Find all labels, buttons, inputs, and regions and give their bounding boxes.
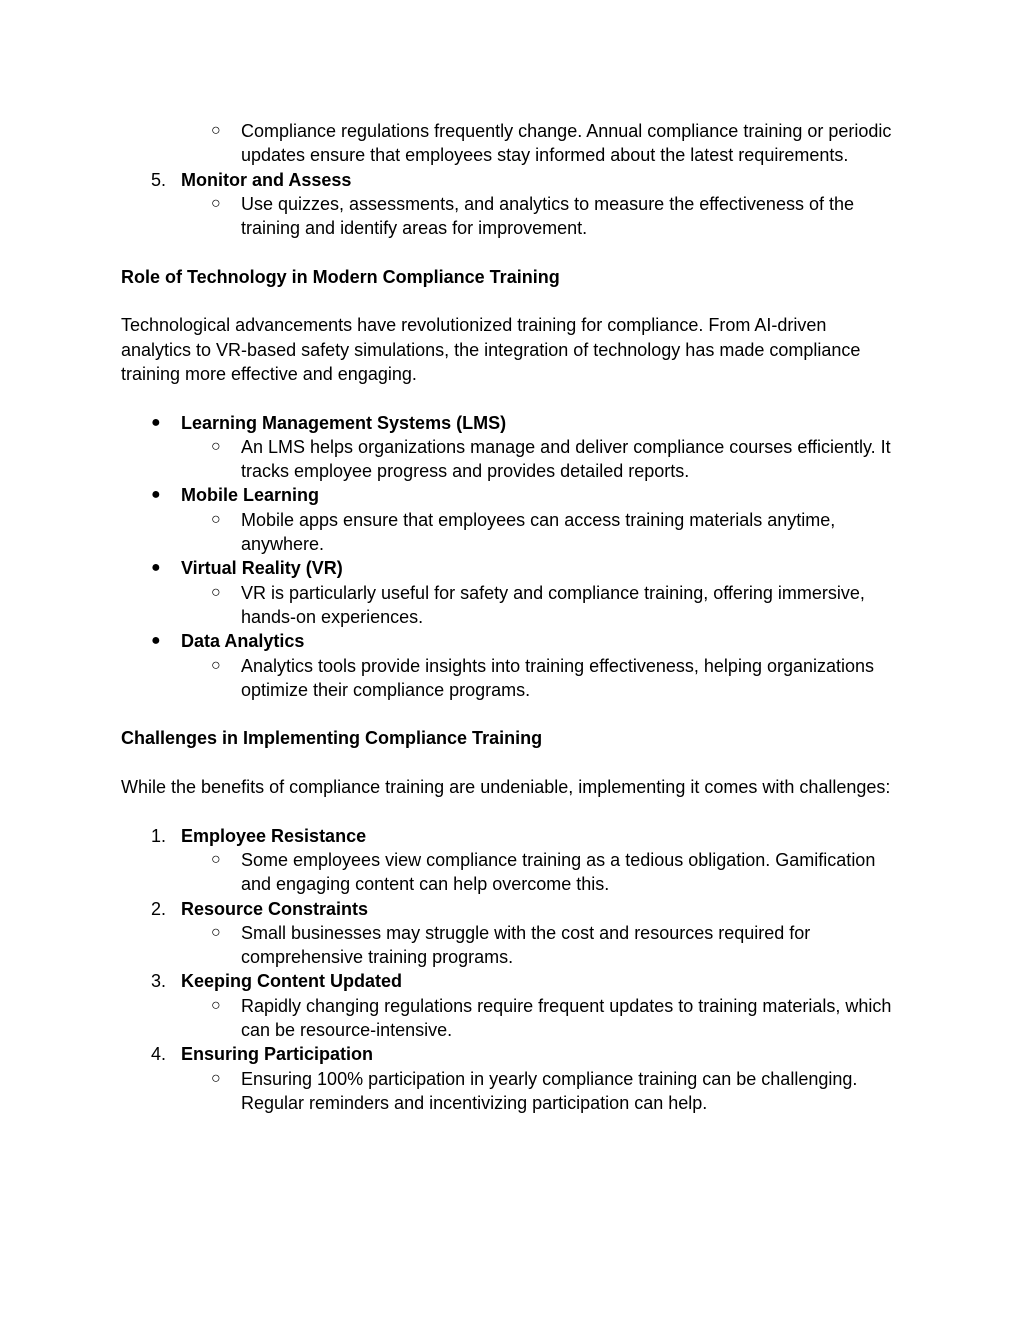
sub-item-text: Compliance regulations frequently change. Annual compliance training or periodic updates ensure that employees stay informed about the latest requirements. [241,121,892,166]
list-item-title: Employee Resistance [181,825,367,846]
sub-list-item [0,848,1024,897]
section-paragraph: While the benefits of compliance training are undeniable, implementing it comes with challenges: [121,777,891,798]
sub-list-item [0,654,1024,703]
bullet-list-item [0,556,1024,580]
circle-bullet-icon: ○ [211,850,221,868]
numbered-list-item [0,969,1024,993]
sub-item-text: Small businesses may struggle with the cost and resources required for comprehensive training programs. [241,922,811,968]
section-heading: Role of Technology in Modern Compliance Training [121,266,560,287]
list-number: 1. [151,825,167,846]
sub-list-item [0,508,1024,557]
list-number: 2. [151,898,167,919]
sub-item-text: Use quizzes, assessments, and analytics to measure the effectiveness of the training and identify areas for improvement. [241,193,854,239]
sub-list-item [0,994,1024,1043]
circle-bullet-icon: ○ [211,1069,221,1087]
sub-item-text: Some employees view compliance training as a tedious obligation. Gamification and engaging content can help overcome this. [241,849,876,895]
sub-list-item [0,581,1024,630]
numbered-list-item [0,1042,1024,1066]
sub-list-item [0,192,1024,241]
bullet-list-item [0,483,1024,507]
circle-bullet-icon: ○ [211,194,221,212]
document-page [0,119,1024,1115]
disc-bullet-icon: ● [151,486,161,504]
sub-item-text: Rapidly changing regulations require frequent updates to training materials, which can be resource-intensive. [241,995,892,1040]
numbered-list-item [0,168,1024,192]
sub-list-item [0,435,1024,484]
circle-bullet-icon: ○ [211,122,221,139]
sub-item-text: Analytics tools provide insights into training effectiveness, helping organizations optimize their compliance programs. [241,655,875,700]
circle-bullet-icon: ○ [211,583,221,601]
section-heading: Challenges in Implementing Compliance Training [121,728,543,749]
sub-list-item [0,119,1024,168]
list-item-title: Monitor and Assess [181,169,352,190]
sub-item-text: VR is particularly useful for safety and compliance training, offering immersive, hands-on experiences. [241,582,865,627]
sub-list-item [0,921,1024,970]
list-item-title: Mobile Learning [181,485,320,506]
bullet-list-item [0,629,1024,653]
list-item-title: Data Analytics [181,631,305,652]
disc-bullet-icon: ● [151,632,161,650]
list-item-title: Virtual Reality (VR) [181,558,343,579]
list-item-title: Ensuring Participation [181,1044,374,1065]
sub-item-text: Ensuring 100% participation in yearly compliance training can be challenging. Regular reminders and incentivizing participation can help. [241,1068,858,1113]
list-number: 3. [151,971,167,992]
circle-bullet-icon: ○ [211,510,221,528]
disc-bullet-icon: ● [151,559,161,577]
list-item-title: Keeping Content Updated [181,971,402,992]
circle-bullet-icon: ○ [211,996,221,1014]
numbered-list-item [0,824,1024,848]
bullet-list-item [0,411,1024,435]
circle-bullet-icon: ○ [211,923,221,941]
section-paragraph: Technological advancements have revolutionized training for compliance. From AI-driven analytics to VR-based safety simulations, the integration of technology has made compliance training more effective and engaging. [121,315,861,384]
sub-item-text: An LMS helps organizations manage and deliver compliance courses efficiently. It tracks employee progress and provides detailed reports. [241,436,891,482]
list-number: 5. [151,169,167,190]
circle-bullet-icon: ○ [211,656,221,674]
numbered-list-item [0,897,1024,921]
disc-bullet-icon: ● [151,413,161,431]
sub-item-text: Mobile apps ensure that employees can access training materials anytime, anywhere. [241,509,836,555]
list-item-title: Learning Management Systems (LMS) [181,412,507,433]
list-number: 4. [151,1044,167,1065]
circle-bullet-icon: ○ [211,437,221,455]
sub-list-item [0,1067,1024,1116]
list-item-title: Resource Constraints [181,898,369,919]
